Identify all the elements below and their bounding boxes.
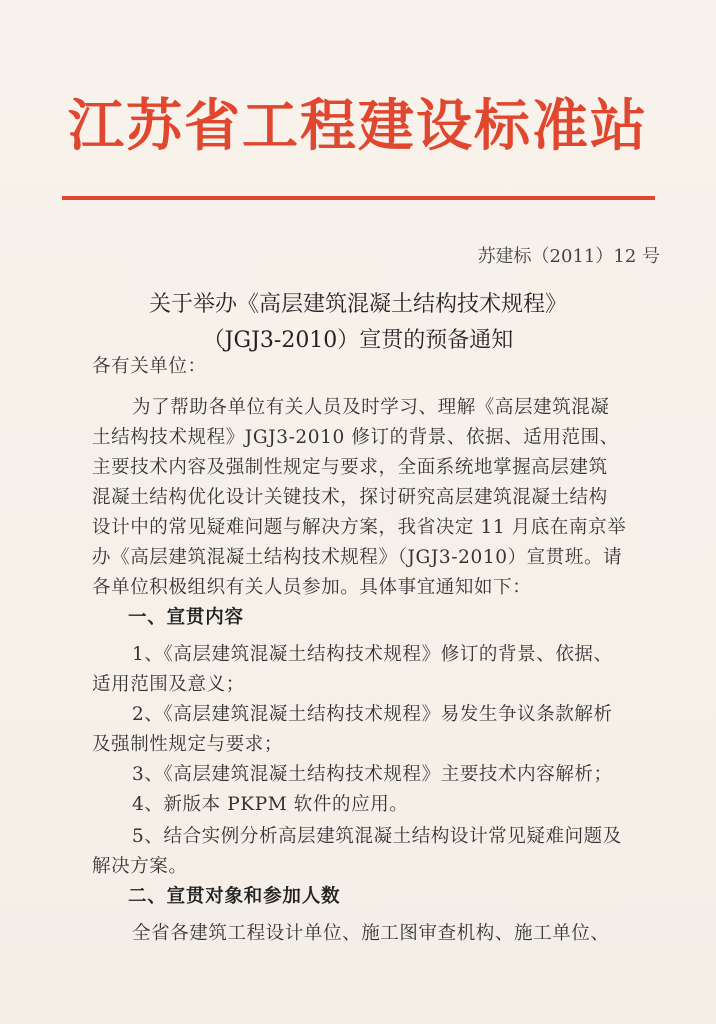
section-1-line: 解决方案。 [92,856,188,877]
intro-line: 混凝土结构优化设计关键技术，探讨研究高层建筑混凝土结构 [92,487,608,508]
salutation: 各有关单位： [92,356,207,377]
section-1-line: 1、《高层建筑混凝土结构技术规程》修订的背景、依据、 [132,644,613,665]
document-number: 苏建标（2011）12 号 [477,246,660,267]
section-1-line: 2、《高层建筑混凝土结构技术规程》易发生争议条款解析 [132,704,613,725]
intro-line: 为了帮助各单位有关人员及时学习、理解《高层建筑混凝 [132,397,610,418]
document-title-line-1: 关于举办《高层建筑混凝土结构技术规程》 [148,292,567,317]
issuer-header: 江苏省工程建设标准站 [68,93,648,159]
intro-line: 土结构技术规程》JGJ3-2010 修订的背景、依据、适用范围、 [92,427,619,448]
section-1-line: 及强制性规定与要求； [92,734,284,755]
intro-line: 各单位积极组织有关人员参加。具体事宜通知如下： [92,577,532,598]
intro-line: 主要技术内容及强制性规定与要求，全面系统地掌握高层建筑 [92,457,608,478]
section-2-heading: 二、宣贯对象和参加人数 [128,886,341,907]
document-title-line-2: （JGJ3-2010）宣贯的预备通知 [202,328,514,353]
intro-line: 办《高层建筑混凝土结构技术规程》（JGJ3-2010）宣贯班。请 [92,547,623,568]
section-1-line: 3、《高层建筑混凝土结构技术规程》主要技术内容解析； [132,764,613,785]
section-1-line: 5、结合实例分析高层建筑混凝土结构设计常见疑难问题及 [132,826,622,847]
section-1-line: 4、新版本 PKPM 软件的应用。 [132,794,409,815]
section-2-line: 全省各建筑工程设计单位、施工图审查机构、施工单位、 [132,923,610,944]
intro-line: 设计中的常见疑难问题与解决方案，我省决定 11 月底在南京举 [92,517,627,538]
header-rule [62,196,655,200]
section-1-heading: 一、宣贯内容 [128,607,244,628]
section-1-line: 适用范围及意义； [92,674,245,695]
